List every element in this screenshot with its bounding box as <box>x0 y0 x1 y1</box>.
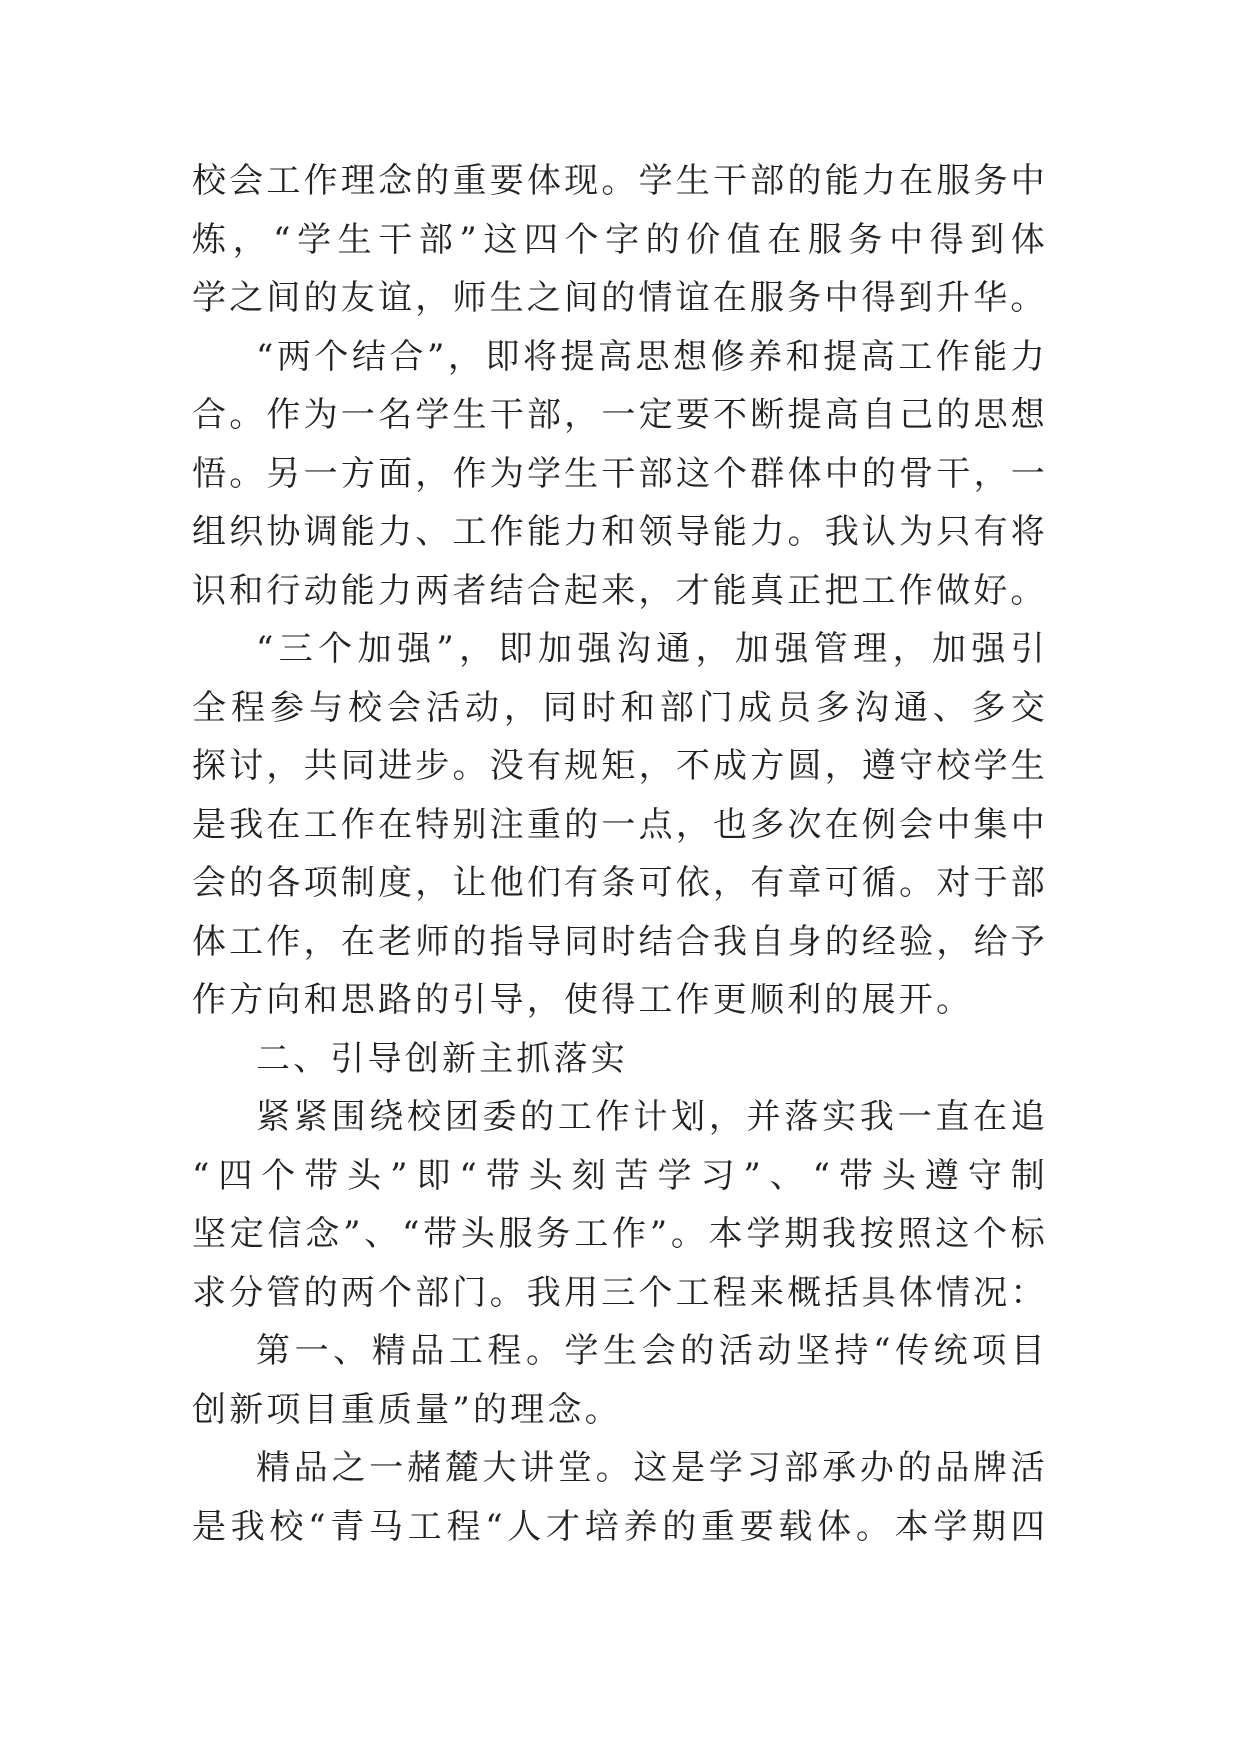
document-body <box>192 152 1048 1556</box>
text-line: “三个加强”，即加强沟通，加强管理，加强引 <box>256 629 1048 669</box>
text-line: 识和行动能力两者结合起来，才能真正把工作做好。 <box>192 570 1048 611</box>
text-line: 创新项目重质量”的理念。 <box>192 1389 622 1430</box>
text-line: 学之间的友谊，师生之间的情谊在服务中得到升华。 <box>192 278 1048 318</box>
text-line: 会的各项制度，让他们有条可依，有章可循。对于部 <box>192 863 1048 903</box>
text-line: 全程参与校会活动，同时和部门成员多沟通、多交 <box>192 687 1048 728</box>
text-line: 校会工作理念的重要体现。学生干部的能力在服务中 <box>192 161 1048 201</box>
text-line: 作方向和思路的引导，使得工作更顺利的展开。 <box>192 980 974 1020</box>
text-line: “两个结合”，即将提高思想修养和提高工作能力 <box>256 336 1048 377</box>
text-line: 第一、精品工程。学生会的活动坚持“传统项目 <box>256 1331 1048 1371</box>
text-line: 精品之一赭麓大讲堂。这是学习部承办的品牌活 <box>256 1448 1048 1488</box>
text-line: 探讨，共同进步。没有规矩，不成方圆，遵守校学生 <box>192 746 1048 786</box>
text-line: 组织协调能力、工作能力和领导能力。我认为只有将 <box>192 512 1048 552</box>
text-line: 悟。另一方面，作为学生干部这个群体中的骨干，一 <box>192 453 1048 494</box>
text-line: 求分管的两个部门。我用三个工程来概括具体情况： <box>192 1272 1048 1313</box>
text-line: 二、引导创新主抓落实 <box>256 1038 628 1079</box>
text-line: 合。作为一名学生干部，一定要不断提高自己的思想 <box>192 395 1048 435</box>
text-line: 体工作，在老师的指导同时结合我自身的经验，给予 <box>192 921 1048 962</box>
text-line: 炼，“学生干部”这四个字的价值在服务中得到体 <box>192 219 1048 260</box>
text-line: 是我校“青马工程“人才培养的重要载体。本学期四 <box>192 1506 1048 1547</box>
text-line: 紧紧围绕校团委的工作计划，并落实我一直在追 <box>256 1097 1048 1137</box>
text-line: “四个带头”即“带头刻苦学习”、“带头遵守制 <box>192 1155 1048 1196</box>
text-line: 坚定信念”、“带头服务工作”。本学期我按照这个标 <box>192 1214 1048 1254</box>
text-line: 是我在工作在特别注重的一点，也多次在例会中集中 <box>192 804 1048 845</box>
